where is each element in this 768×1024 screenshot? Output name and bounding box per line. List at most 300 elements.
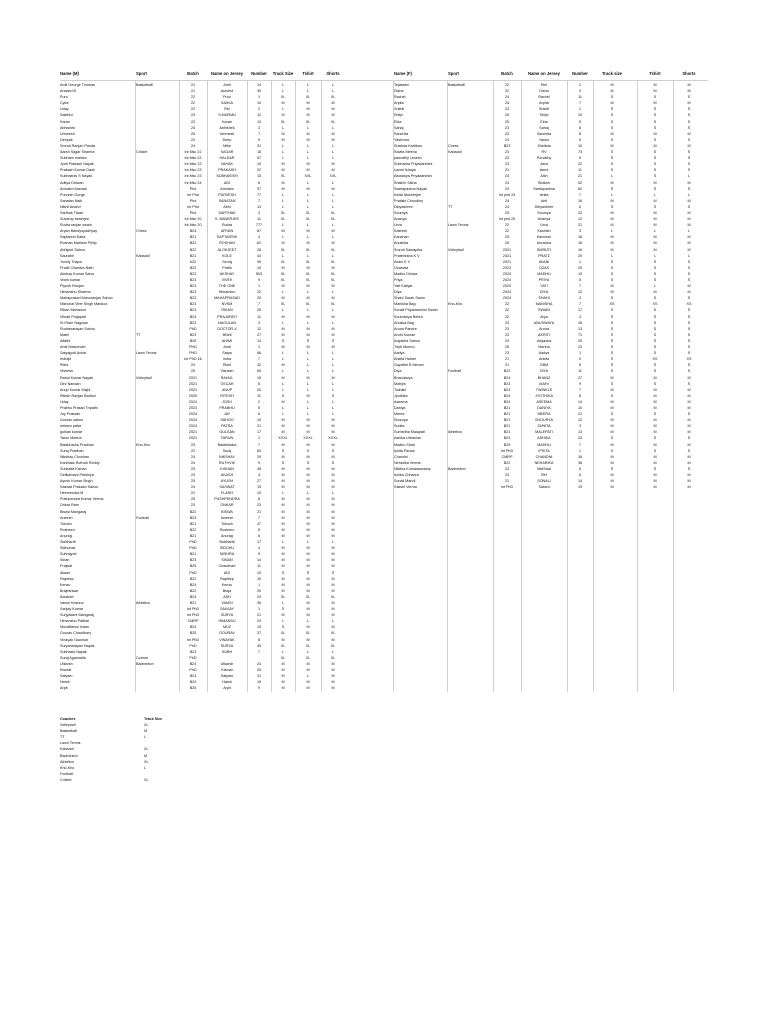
cell-shorts-m: M	[331, 241, 335, 246]
cell-name-f: Ravita Meena	[394, 150, 417, 155]
cell-track-size-m: L	[281, 198, 285, 203]
cell-track-size-m: M	[281, 332, 285, 337]
cell-jersey-name-m: Indra	[222, 357, 232, 362]
cell-jersey-name-m: RUTHVIK	[218, 460, 236, 465]
cell-batch-f: 25	[504, 345, 510, 350]
cell-batch-m: Int PhD	[186, 637, 200, 642]
cell-batch-f: 25	[504, 101, 510, 106]
cell-number-f: 6	[578, 137, 582, 142]
cell-tshirt-f: M	[653, 479, 657, 484]
cell-number-m: 6	[257, 533, 261, 538]
cell-jersey-name-m: Abhi	[223, 204, 231, 209]
cell-shorts-f: M	[687, 247, 691, 252]
cell-shorts-f: L	[687, 174, 691, 179]
cell-track-size-m: M	[281, 296, 285, 301]
cell-sport-f: Volleyball	[448, 247, 464, 252]
cell-number-m: 1	[257, 607, 261, 612]
cell-number-m: 3	[257, 320, 261, 325]
cell-shorts-f: S	[687, 204, 691, 209]
cell-shorts-f: S	[687, 278, 691, 282]
cell-name-f: Aiswanya Priyadarshini	[394, 174, 433, 179]
cell-name-f: Mahiys	[394, 381, 406, 386]
cell-tshirt-f: S	[653, 95, 657, 100]
cell-name-f: Neharika Verma	[394, 460, 421, 465]
cell-tshirt-m: L	[306, 89, 310, 94]
cell-tshirt-m: L	[306, 405, 310, 410]
cell-name-f: Manisha Bag	[394, 302, 416, 307]
cell-track-size-f: M	[610, 235, 614, 240]
cell-number-m: 19	[256, 576, 262, 581]
cell-shorts-m: M	[331, 284, 335, 289]
cell-shorts-f: S	[687, 186, 691, 191]
cell-number-f: 8	[578, 363, 582, 368]
cell-batch-m: 21	[190, 89, 196, 94]
cell-track-size-m: M	[281, 533, 285, 538]
cell-shorts-f: M	[687, 479, 691, 484]
cell-track-size-m: M	[281, 503, 285, 508]
cell-shorts-f: S	[687, 345, 691, 350]
cell-number-f: 27	[577, 375, 583, 380]
cell-tshirt-m: L	[306, 235, 310, 240]
cell-jersey-name-f: CHANDNI	[535, 454, 553, 459]
coach-track-size: XL	[144, 759, 149, 764]
cell-name-f: Ashika Urbanian	[394, 436, 422, 441]
cell-jersey-name-f: ASHIKA	[537, 436, 551, 441]
cell-shorts-m: XL	[330, 217, 336, 222]
cell-name-f: Ipsita Panda	[394, 448, 415, 453]
cell-batch-f: 2023	[502, 265, 512, 270]
cell-batch-m: B22	[189, 509, 197, 514]
cell-jersey-name-f: DIYA	[539, 290, 549, 295]
cell-jersey-name-m: RITESH	[220, 393, 234, 398]
cell-number-m: 14	[256, 558, 262, 563]
cell-batch-m: Int Phd	[187, 204, 199, 209]
cell-jersey-name-m: Rosheen	[219, 527, 235, 532]
cell-batch-m: 23	[190, 442, 196, 447]
cell-jersey-name-m: HALDAR	[219, 156, 235, 161]
cell-name-f: Aseema	[394, 399, 408, 404]
cell-batch-f: 22	[504, 229, 510, 234]
cell-shorts-m: L	[331, 89, 335, 94]
cell-track-size-f: M	[610, 387, 614, 392]
cell-number-m: 4	[257, 473, 261, 477]
cell-number-f: 23	[577, 210, 583, 215]
cell-shorts-f: M	[687, 430, 691, 435]
header-divider	[60, 80, 708, 81]
cell-batch-f: 24	[504, 204, 510, 209]
cell-shorts-m: L	[331, 83, 335, 87]
cell-jersey-name-m: Siddharth	[219, 540, 235, 545]
cell-shorts-f: S	[687, 412, 691, 417]
cell-sport-m: Badminton	[136, 661, 154, 666]
cell-track-size-f: M	[610, 223, 614, 228]
cell-tshirt-m: XL	[305, 217, 311, 222]
cell-track-size-m: L	[281, 290, 285, 295]
cell-tshirt-m: M	[306, 296, 310, 301]
cell-number-m: 777	[255, 223, 263, 228]
cell-name-m: Suraj Agarwalla	[60, 655, 86, 660]
cell-shorts-f: S	[687, 332, 691, 337]
cell-name-m: Satyajyoti Achar	[60, 351, 87, 356]
cell-track-size-m: M	[281, 326, 285, 331]
cell-track-size-f: S	[610, 113, 614, 118]
cell-shorts-m: L	[331, 223, 335, 228]
cell-tshirt-f: L	[653, 253, 657, 258]
cell-tshirt-m: L	[306, 357, 310, 362]
cell-number-f: 19	[577, 485, 583, 490]
cell-batch-m: 25	[190, 497, 196, 502]
cell-number-f: 1	[578, 259, 582, 264]
cell-jersey-name-f: Anushka	[536, 241, 552, 246]
cell-tshirt-m: L	[306, 320, 310, 325]
coach-sport: Kabaddi	[60, 747, 74, 752]
cell-jersey-name-f: YATI	[540, 284, 548, 289]
coach-sport: Lawn Tennis	[60, 741, 81, 746]
cell-track-size-f: L	[610, 229, 614, 234]
cell-name-m: Cyka	[60, 101, 69, 106]
cell-jersey-name-f: MANISHA	[535, 302, 553, 307]
cell-batch-m: PhD	[189, 546, 197, 551]
cell-shorts-f: M	[687, 387, 691, 392]
cell-track-size-m: L	[281, 320, 285, 325]
cell-name-m: Saswat Prakash Sahoo	[60, 485, 99, 490]
coach-sport: Volleyball	[60, 723, 76, 728]
cell-jersey-name-f: Swetapadma	[533, 186, 555, 191]
cell-track-size-m: L	[281, 143, 285, 148]
cell-jersey-name-m: Amit	[223, 345, 231, 350]
cell-tshirt-f: S	[653, 466, 657, 471]
cell-tshirt-f: S	[653, 381, 657, 386]
cell-track-size-f: S	[610, 320, 614, 325]
cell-tshirt-m: L	[306, 619, 310, 624]
cell-shorts-f: M	[687, 143, 691, 148]
cell-name-m: Sinan	[60, 558, 70, 563]
cell-batch-m: 23	[190, 113, 196, 118]
cell-tshirt-m: M	[306, 162, 310, 167]
cell-track-size-m: M	[281, 521, 285, 526]
cell-track-size-m: S	[281, 460, 285, 465]
cell-number-f: 1	[578, 107, 582, 112]
cell-tshirt-m: L	[306, 381, 310, 386]
cell-track-size-m: M	[281, 661, 285, 666]
cell-name-m: Balabhadra Pradhan	[60, 442, 94, 447]
cell-shorts-m: M	[331, 107, 335, 112]
cell-track-size-m: XL	[280, 655, 286, 660]
cell-name-f: Kashish	[394, 229, 408, 234]
cell-number-m: 47	[256, 521, 262, 526]
cell-batch-m: B22	[189, 247, 197, 252]
cell-shorts-f: L	[687, 253, 691, 258]
cell-name-m: Amit George Thomas	[60, 83, 95, 87]
cell-batch-f: 23	[504, 351, 510, 356]
cell-number-m: 24	[256, 594, 262, 599]
coach-track-size: XL	[144, 747, 149, 752]
cell-tshirt-m: M	[306, 661, 310, 666]
cell-tshirt-m: M	[306, 332, 310, 337]
coaches-header: Coaches	[60, 717, 76, 721]
cell-tshirt-m: XL	[305, 278, 311, 282]
coach-track-size: L	[144, 765, 147, 770]
cell-name-m: Vinayak Gaonkar	[60, 637, 89, 642]
cell-number-f: 16	[577, 454, 583, 459]
header-name-f: Name (F)	[394, 71, 412, 76]
cell-number-m: 7	[257, 302, 261, 307]
cell-number-m: 37	[256, 631, 262, 636]
cell-shorts-m: M	[331, 113, 335, 118]
cell-batch-m: 24	[190, 485, 196, 490]
cell-tshirt-m: M	[306, 375, 310, 380]
data-rows	[60, 82, 708, 691]
cell-name-m: Deepak	[60, 137, 73, 142]
cell-number-f: 13	[577, 326, 583, 331]
cell-track-size-f: S	[610, 168, 614, 173]
cell-track-size-m: M	[281, 576, 285, 581]
cell-jersey-name-m: SAGAR	[220, 150, 234, 155]
cell-tshirt-m: L	[306, 150, 310, 155]
cell-batch-m: 21	[190, 83, 196, 87]
cell-number-m: 77	[256, 192, 262, 197]
cell-batch-f: 22	[504, 308, 510, 313]
cell-jersey-name-f: SONALI	[537, 479, 551, 484]
cell-name-m: Rudra ranjan swain	[60, 223, 92, 228]
cell-number-f: 1	[578, 351, 582, 356]
cell-number-m: 7	[257, 515, 261, 520]
cell-name-m: Brajeshwar	[60, 588, 79, 593]
cell-batch-f: B21	[503, 405, 511, 410]
cell-track-size-m: M	[281, 430, 285, 435]
cell-tshirt-m: XL	[305, 302, 311, 307]
cell-jersey-name-f: Srishti	[538, 107, 550, 112]
cell-batch-f: 2021	[502, 247, 512, 252]
cell-shorts-m: M	[331, 466, 335, 471]
cell-track-size-m: M	[281, 485, 285, 490]
cell-shorts-m: L	[331, 363, 335, 368]
cell-track-size-m: M	[281, 668, 285, 672]
cell-tshirt-m: L	[306, 180, 310, 185]
cell-jersey-name-m: SINAN	[221, 558, 233, 563]
cell-number-f: 6	[578, 204, 582, 209]
cell-batch-f: Int phd 24	[498, 192, 516, 197]
cell-batch-m: PHD	[189, 345, 197, 350]
cell-track-size-f: M	[610, 284, 614, 289]
cell-number-f: 74	[577, 150, 583, 155]
cell-track-size-m: M	[281, 345, 285, 350]
cell-number-m: 45	[256, 643, 262, 648]
cell-shorts-m: XL	[330, 631, 336, 636]
cell-number-m: 30	[256, 89, 262, 94]
cell-name-m: Prabhu Prasad Tripathi	[60, 405, 98, 410]
cell-batch-f: 23	[504, 162, 510, 167]
cell-name-f: Sahaj	[394, 125, 404, 130]
cell-batch-f: 24	[504, 338, 510, 343]
cell-tshirt-f: M	[653, 143, 657, 148]
cell-shorts-m: XXXL	[328, 436, 338, 441]
cell-shorts-f: M	[687, 217, 691, 222]
cell-jersey-name-m: Satya	[222, 351, 232, 356]
cell-shorts-f: M	[687, 223, 691, 228]
cell-shorts-f: S	[687, 125, 691, 130]
cell-batch-m: 2021	[188, 436, 198, 441]
cell-tshirt-m: M	[306, 137, 310, 142]
cell-track-size-f: S	[610, 162, 614, 167]
cell-name-m: Aditya Dhiwan	[60, 180, 84, 185]
cell-number-m: 29	[256, 454, 262, 459]
cell-batch-m: 22	[190, 95, 196, 100]
cell-shorts-m: M	[331, 497, 335, 502]
cell-name-m: Mahaprasad Manoranjan Sahoo	[60, 296, 113, 301]
cell-shorts-m: XXL	[329, 174, 337, 179]
header-tshirt-m: Tshirt	[302, 71, 314, 76]
cell-name-f: Bhandavya	[394, 375, 413, 380]
cell-jersey-name-m: KOLE	[222, 253, 232, 258]
cell-track-size-m: L	[281, 107, 285, 112]
cell-batch-m: Int Msc 23	[184, 174, 202, 179]
cell-tshirt-m: XL	[305, 119, 311, 124]
cell-number-m: 15	[256, 625, 262, 630]
cell-number-m: 10	[256, 418, 262, 423]
cell-number-f: 6	[578, 473, 582, 477]
cell-tshirt-f: M	[653, 217, 657, 222]
cell-batch-m: B25	[189, 686, 197, 691]
cell-number-f: 3	[578, 314, 582, 319]
cell-name-f: Soumya	[394, 210, 408, 215]
coaches-track-size-header: Track Size	[144, 717, 163, 721]
cell-jersey-name-f: JYOTHIKA	[534, 393, 554, 398]
cell-tshirt-m: L	[306, 204, 310, 209]
cell-number-f: 5	[578, 466, 582, 471]
cell-sport-m: Chess	[136, 229, 147, 234]
cell-track-size-m: M	[281, 466, 285, 471]
cell-batch-m: 24	[190, 454, 196, 459]
cell-name-m: Puru	[60, 95, 68, 100]
cell-name-m: Anup Kumar Majhi	[60, 387, 91, 392]
cell-tshirt-m: L	[306, 143, 310, 148]
cell-jersey-name-f: SHOURYA	[535, 418, 553, 423]
cell-name-m: Aryan Bandyopadhyay	[60, 229, 98, 234]
cell-tshirt-m: L	[306, 198, 310, 203]
cell-batch-f: 24	[504, 95, 510, 100]
cell-jersey-name-f: Rachel	[538, 95, 550, 100]
cell-tshirt-f: S	[653, 320, 657, 325]
cell-track-size-f: M	[610, 290, 614, 295]
cell-tshirt-m: M	[306, 668, 310, 672]
cell-tshirt-m: XL	[305, 259, 311, 264]
cell-jersey-name-f: Ekta	[540, 119, 548, 124]
cell-sport-f: Chess	[448, 143, 459, 148]
cell-shorts-f: S	[687, 326, 691, 331]
cell-name-m: Vivek kumar	[60, 278, 81, 282]
cell-track-size-m: M	[281, 454, 285, 459]
cell-batch-f: B24	[503, 381, 511, 386]
cell-tshirt-m: M	[306, 680, 310, 685]
cell-tshirt-m: M	[306, 442, 310, 447]
cell-jersey-name-m: GULSAN	[219, 430, 235, 435]
cell-track-size-f: S	[610, 204, 614, 209]
cell-jersey-name-m: MISHRA	[219, 552, 235, 557]
cell-batch-m: 22	[190, 101, 196, 106]
cell-number-f: 52	[577, 180, 583, 185]
cell-batch-m: B24	[189, 674, 197, 679]
cell-tshirt-f: S	[653, 259, 657, 264]
cell-name-m: Kenzu	[60, 582, 71, 587]
cell-number-f: 3	[578, 229, 582, 234]
cell-batch-m: 2024	[188, 399, 198, 404]
header-batch-f: Batch	[501, 71, 513, 76]
cell-jersey-name-m: Rei	[224, 107, 230, 112]
cell-track-size-m: M	[281, 241, 285, 246]
cell-shorts-f: S	[687, 338, 691, 343]
cell-tshirt-m: L	[306, 253, 310, 258]
cell-batch-f: B21	[503, 424, 511, 429]
cell-track-size-f: S	[610, 119, 614, 124]
cell-jersey-name-m: Kenzu	[221, 582, 233, 587]
cell-tshirt-m: M	[306, 558, 310, 563]
cell-jersey-name-m: Balabhadra	[217, 442, 237, 447]
cell-sport-f: Athletics	[448, 430, 462, 435]
cell-number-m: 18	[256, 150, 262, 155]
cell-jersey-name-f: Soumya	[537, 210, 551, 215]
cell-shorts-f: S	[687, 162, 691, 167]
cell-shorts-m: M	[331, 101, 335, 106]
cell-batch-f: 24	[504, 174, 510, 179]
cell-tshirt-f: S	[653, 326, 657, 331]
coach-sport: Kho-Kho	[60, 765, 75, 770]
cell-tshirt-f: S	[653, 351, 657, 356]
cell-shorts-f: S	[687, 320, 691, 325]
cell-batch-f: B25	[503, 442, 511, 447]
cell-number-m: 22	[256, 168, 262, 173]
cell-shorts-m: L	[331, 491, 335, 496]
cell-track-size-m: M	[281, 137, 285, 142]
cell-name-f: Sumedha Malapati	[394, 430, 425, 435]
cell-jersey-name-m: Kismat	[221, 668, 233, 672]
cell-shorts-f: S	[687, 466, 691, 471]
cell-jersey-name-m: ADI	[223, 570, 231, 575]
cell-tshirt-f: M	[653, 290, 657, 295]
header-jersey-name-m: Name on Jersey	[210, 71, 244, 76]
cell-name-f: Dibyashree	[394, 204, 413, 209]
cell-shorts-f: S	[687, 381, 691, 386]
cell-number-m: 24	[256, 661, 262, 666]
cell-track-size-m: L	[281, 619, 285, 624]
cell-shorts-m: L	[331, 649, 335, 654]
cell-track-size-f: M	[610, 454, 614, 459]
cell-batch-m: B23	[189, 558, 197, 563]
cell-batch-m: Int PhD	[186, 607, 200, 612]
cell-shorts-m: XL	[330, 302, 336, 307]
cell-shorts-f: L	[687, 192, 691, 197]
cell-shorts-f: XS	[686, 302, 692, 307]
cell-shorts-f: M	[687, 375, 691, 380]
cell-shorts-m: M	[331, 527, 335, 532]
cell-track-size-f: S	[610, 412, 614, 417]
cell-batch-m: B21	[189, 552, 197, 557]
cell-name-m: Ayush Kumar Singh	[60, 479, 93, 484]
cell-shorts-f: M	[687, 473, 691, 477]
cell-number-m: 11	[257, 314, 261, 319]
cell-number-f: 17	[577, 308, 583, 313]
cell-jersey-name-m: Anurag	[221, 533, 233, 538]
cell-jersey-name-m: MAHAPRASAD	[214, 296, 240, 301]
header-shorts-m: Shorts	[326, 71, 340, 76]
cell-jersey-name-f: SHAHI	[538, 296, 550, 301]
cell-name-m: Jyoti Prakash Nayak	[60, 162, 94, 167]
cell-name-f: Twinkle	[394, 387, 407, 392]
cell-track-size-m: M	[281, 509, 285, 514]
cell-jersey-name-m: Puru	[223, 95, 231, 100]
cell-sport-f: TT	[448, 204, 453, 209]
cell-jersey-name-m: BNell	[222, 332, 232, 337]
